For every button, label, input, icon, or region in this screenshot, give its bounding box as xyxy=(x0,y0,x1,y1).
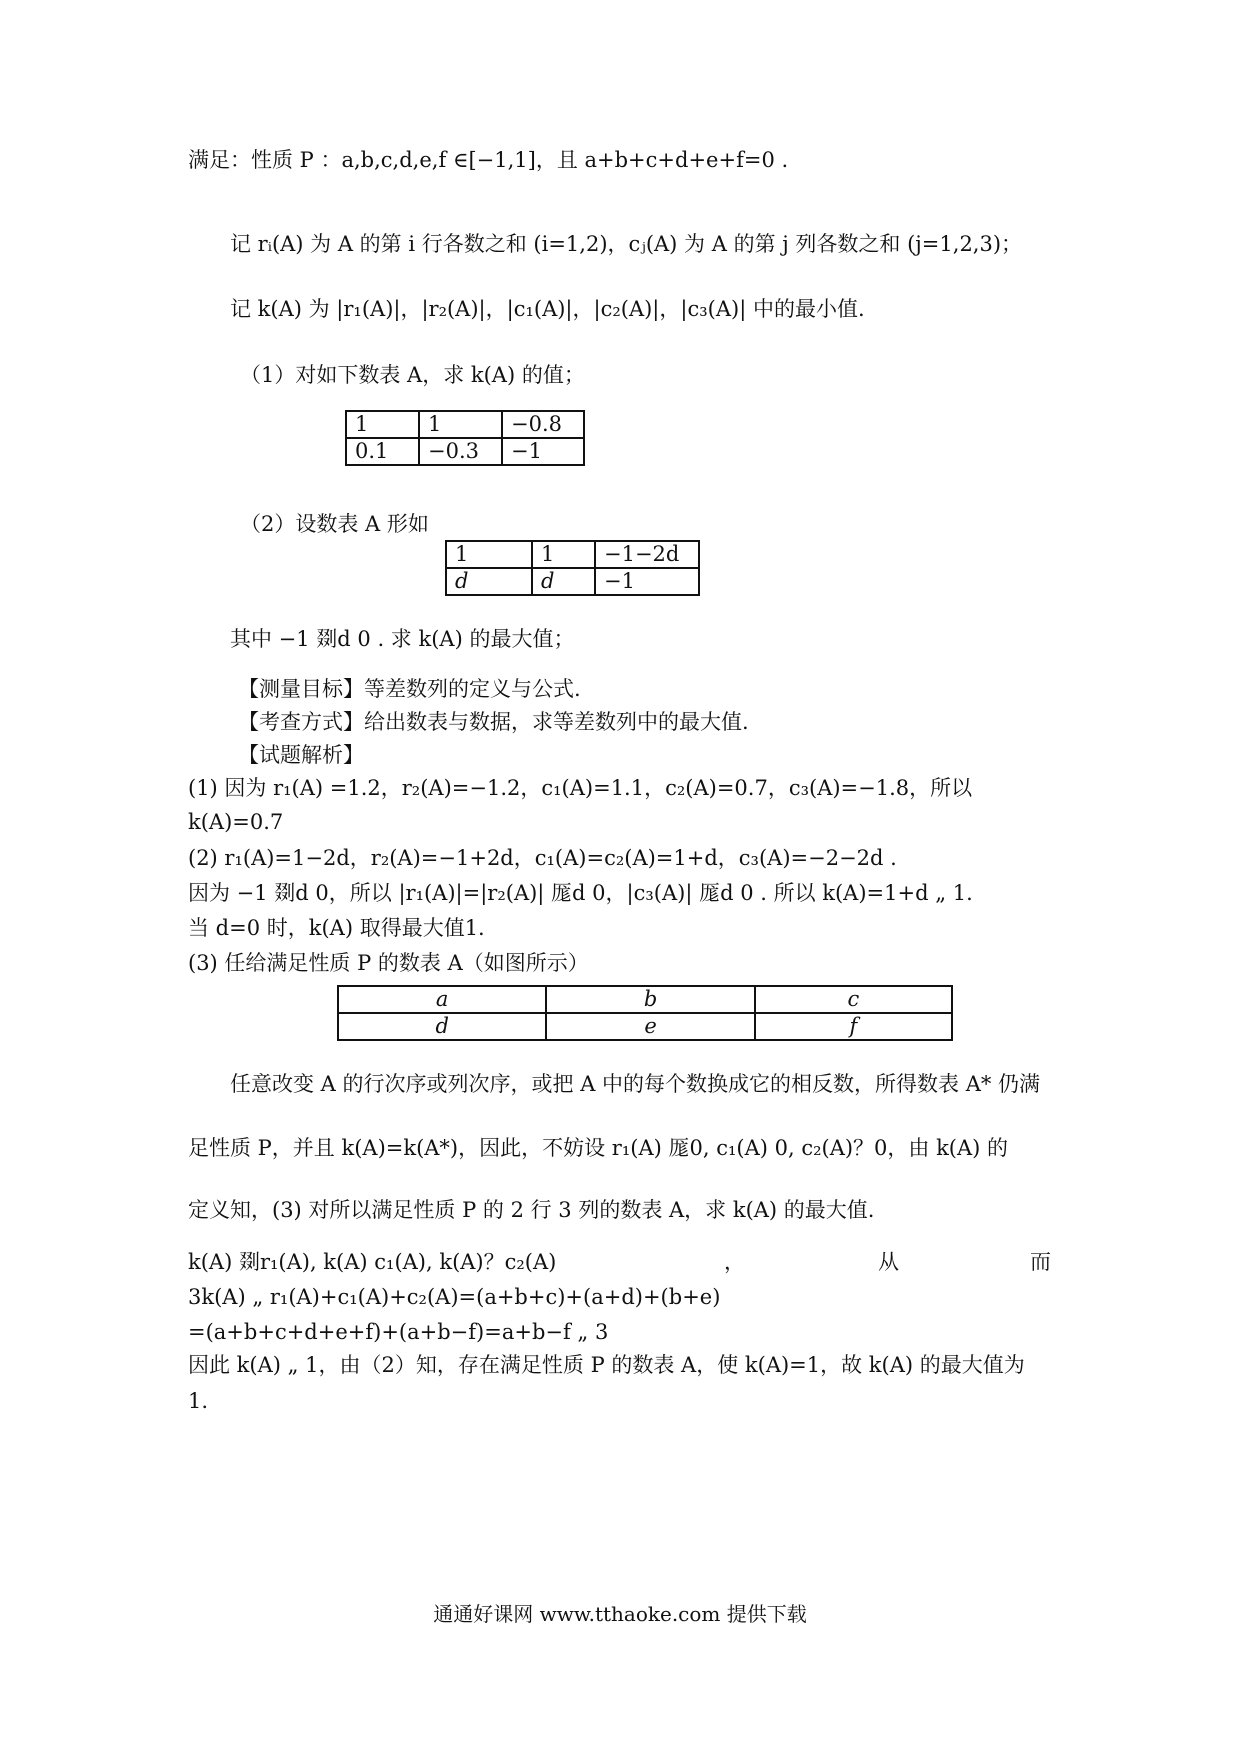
table-cell: d xyxy=(338,1013,546,1040)
table-cell: 1 xyxy=(532,541,595,568)
table-cell: −1 xyxy=(502,438,584,465)
table-cell: d xyxy=(532,568,595,595)
solution-2-result: 当 d=0 时，k(A) 取得最大值1. xyxy=(188,916,485,940)
table-cell: −1 xyxy=(595,568,699,595)
table-3 xyxy=(337,985,953,1041)
table-1 xyxy=(345,410,585,466)
solution-3-conclusion-end: 1. xyxy=(188,1389,209,1413)
solution-heading: 【试题解析】 xyxy=(238,743,364,767)
solution-3-conclusion: 因此 k(A) „ 1，由（2）知，存在满足性质 P 的数表 A，使 k(A)=1，故 k(A) 的最大值为 xyxy=(188,1353,1025,1377)
table-cell: c xyxy=(755,986,952,1013)
table-2 xyxy=(445,540,700,596)
solution-2-reasoning: 因为 −1 剟d 0，所以 |r₁(A)|=|r₂(A)| 厖d 0，|c₃(A)| 厖d 0 . 所以 k(A)=1+d „ 1. xyxy=(188,881,973,905)
question-2: （2）设数表 A 形如 xyxy=(240,512,429,536)
solution-2: (2) r₁(A)=1−2d，r₂(A)=−1+2d，c₁(A)=c₂(A)=1+d，c₃(A)=−2−2d . xyxy=(188,846,897,870)
table-cell: 1 xyxy=(446,541,532,568)
table-cell: −1−2d xyxy=(595,541,699,568)
table-row xyxy=(338,986,952,1013)
measurement-goal: 【测量目标】等差数列的定义与公式. xyxy=(238,677,581,701)
table-cell: f xyxy=(755,1013,952,1040)
table-cell: a xyxy=(338,986,546,1013)
table-cell: d xyxy=(446,568,532,595)
solution-3-sum-cont: =(a+b+c+d+e+f)+(a+b−f)=a+b−f „ 3 xyxy=(188,1320,609,1344)
table-row xyxy=(346,438,584,465)
solution-3-word-er: 而 xyxy=(1030,1250,1051,1274)
question-1: （1）对如下数表 A，求 k(A) 的值； xyxy=(240,363,585,387)
table-cell: 0.1 xyxy=(346,438,419,465)
table-row xyxy=(338,1013,952,1040)
solution-3-inequality: k(A) 剟r₁(A), k(A) c₁(A), k(A)？c₂(A) xyxy=(188,1250,557,1274)
solution-3-comma: ， xyxy=(724,1250,745,1274)
solution-3-transform: 任意改变 A 的行次序或列次序，或把 A 中的每个数换成它的相反数，所得数表 A* 仍满 xyxy=(230,1072,1041,1096)
table-row xyxy=(446,541,699,568)
footer-credit: 通通好课网 www.tthaoke.com 提供下载 xyxy=(433,1602,807,1626)
solution-1: (1) 因为 r₁(A) =1.2，r₂(A)=−1.2，c₁(A)=1.1，c₂(A)=0.7，c₃(A)=−1.8，所以 xyxy=(188,776,973,800)
row-column-sum-definition: 记 rᵢ(A) 为 A 的第 i 行各数之和 (i=1,2)，cⱼ(A) 为 A 的第 j 列各数之和 (j=1,2,3)； xyxy=(230,232,1023,256)
table-cell: 1 xyxy=(419,411,502,438)
exam-method: 【考查方式】给出数表与数据，求等差数列中的最大值. xyxy=(238,710,749,734)
table-cell: −0.3 xyxy=(419,438,502,465)
solution-3-word-cong: 从 xyxy=(878,1250,899,1274)
solution-3-definition: 定义知，(3) 对所以满足性质 P 的 2 行 3 列的数表 A，求 k(A) 的最大值. xyxy=(188,1198,875,1222)
solution-3-assumption: 足性质 P，并且 k(A)=k(A*)，因此，不妨设 r₁(A) 厖0, c₁(A) 0, c₂(A)？0，由 k(A) 的 xyxy=(188,1136,1009,1160)
property-p-statement: 满足：性质 P ：a,b,c,d,e,f ∈[−1,1]，且 a+b+c+d+e+f=0 . xyxy=(188,148,789,172)
k-definition: 记 k(A) 为 |r₁(A)|，|r₂(A)|，|c₁(A)|，|c₂(A)|，|c₃(A)| 中的最小值. xyxy=(230,297,865,321)
table-cell: −0.8 xyxy=(502,411,584,438)
question-2-condition: 其中 −1 剟d 0 . 求 k(A) 的最大值； xyxy=(230,627,575,651)
table-row xyxy=(446,568,699,595)
table-cell: b xyxy=(546,986,754,1013)
table-cell: 1 xyxy=(346,411,419,438)
table-row xyxy=(346,411,584,438)
solution-3-sum: 3k(A) „ r₁(A)+c₁(A)+c₂(A)=(a+b+c)+(a+d)+(b+e) xyxy=(188,1285,721,1309)
table-cell: e xyxy=(546,1013,754,1040)
solution-3-intro: (3) 任给满足性质 P 的数表 A（如图所示） xyxy=(188,951,589,975)
solution-1-result: k(A)=0.7 xyxy=(188,810,284,834)
